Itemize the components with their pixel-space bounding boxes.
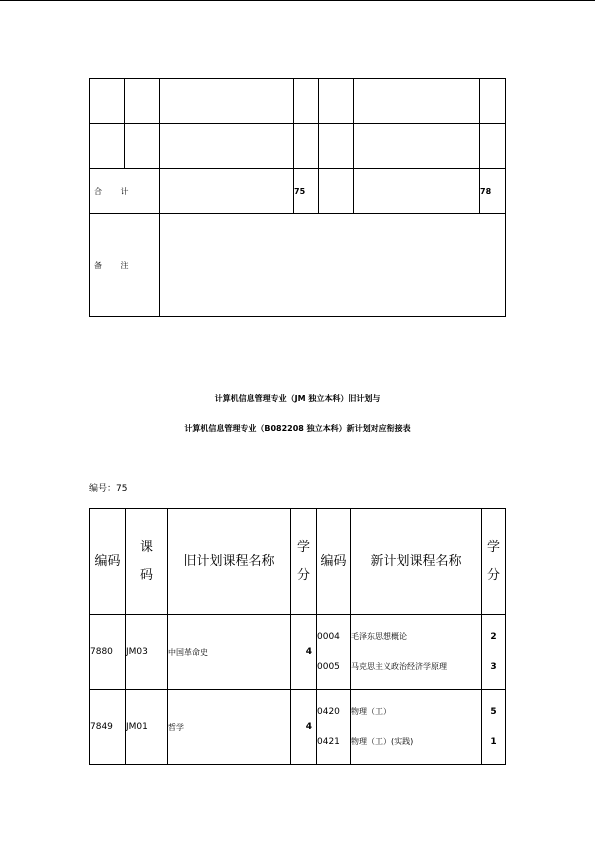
row-new-course-names: 物理（工） 物理（工）(实践) [351, 690, 482, 765]
top-border-rule [0, 0, 595, 1]
row-code: 7880 [90, 615, 126, 690]
header-row [90, 509, 506, 615]
row-old-course-name: 哲学 [168, 690, 291, 765]
total-label: 合 计 [90, 169, 160, 214]
remarks-content [160, 214, 506, 317]
table-row [90, 615, 506, 690]
remarks-label: 备 注 [90, 214, 160, 317]
table-row [90, 690, 506, 765]
row-new-course-names: 毛泽东思想概论 马克思主义政治经济学原理 [351, 615, 482, 690]
header-old-course-name: 旧计划课程名称 [168, 509, 291, 615]
header-course-code: 课 码 [126, 509, 168, 615]
row-course-code: JM01 [126, 690, 168, 765]
remarks-row [90, 214, 506, 317]
summary-table [89, 78, 506, 317]
serial-number: 编号：75 [89, 484, 128, 494]
row-new-codes: 0420 0421 [317, 690, 351, 765]
row-credit: 4 [291, 615, 317, 690]
document-title-line-2: 计算机信息管理专业（B082208 独立本科）新计划对应衔接表 [184, 424, 411, 433]
row-credit: 4 [291, 690, 317, 765]
header-code: 编码 [90, 509, 126, 615]
document-title-line-1: 计算机信息管理专业（JM 独立本科）旧计划与 [214, 394, 381, 403]
row-new-credits: 2 3 [482, 615, 506, 690]
header-new-course-name: 新计划课程名称 [351, 509, 482, 615]
header-new-code: 编码 [317, 509, 351, 615]
row-new-credits: 5 1 [482, 690, 506, 765]
course-mapping-table [89, 508, 506, 765]
row-new-codes: 0004 0005 [317, 615, 351, 690]
header-credit: 学 分 [291, 509, 317, 615]
empty-row [90, 79, 506, 124]
empty-row [90, 124, 506, 169]
header-new-credit: 学 分 [482, 509, 506, 615]
new-total-credits: 78 [480, 169, 506, 214]
row-course-code: JM03 [126, 615, 168, 690]
row-old-course-name: 中国革命史 [168, 615, 291, 690]
total-row [90, 169, 506, 214]
row-code: 7849 [90, 690, 126, 765]
old-total-credits: 75 [294, 169, 319, 214]
